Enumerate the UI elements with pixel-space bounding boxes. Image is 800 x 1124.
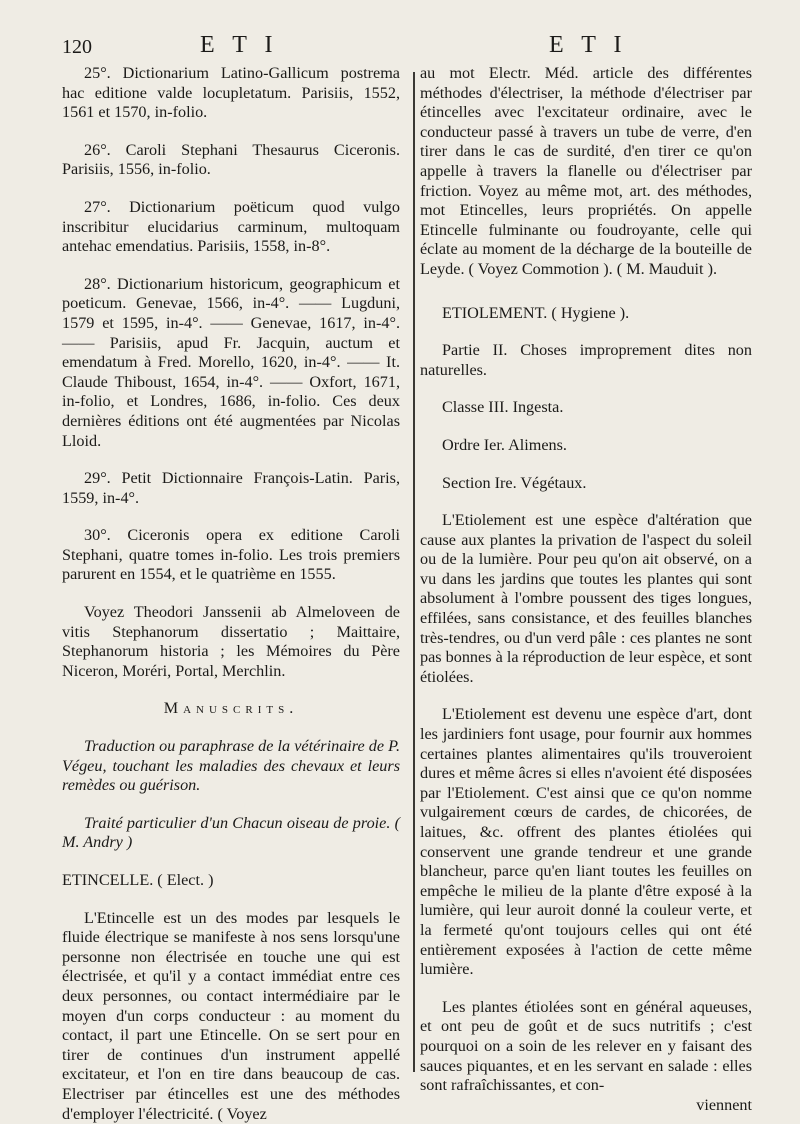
running-head-right: E T I	[549, 32, 628, 58]
etiolement-paragraph-2: L'Etiolement est devenu une espèce d'art, dont les jardiniers font usage, pour fournir aux hommes certaines plantes alimentaires qu'ils trouveroient dures et même âcres si elles n'avoient été disposées par l'Etiolement. C'est ainsi que ce qu'on nomme vulgairement cœurs de cardes, de chicorées, de laitues, &c. offrent des plantes étiolées qui conservent une grande tendreur et une grande blancheur, parce qu'en liant toutes les feuilles on empêche le milieu de la plante d'être exposé à la lumière, qui leur auroit donné la couleur verte, et la fermeté qu'ont toujours celles qui ont été entièrement exposées à l'action de cette même lumière.	[420, 705, 752, 979]
catchword: viennent	[696, 1095, 752, 1114]
entry-30: 30°. Ciceronis opera ex editione Caroli Stephani, quatre tomes in-folio. Les trois premiers parurent en 1554, et le quatrième en 1555.	[62, 526, 400, 584]
entry-26: 26°. Caroli Stephani Thesaurus Ciceronis. Parisiis, 1556, in-folio.	[62, 140, 400, 179]
etiolement-paragraph-1: L'Etiolement est une espèce d'altération que cause aux plantes la privation de l'aspect du soleil ou de la lumière. Pour peu qu'on ait observé, on a vu dans les jardins que toutes les plantes qui sont absolument à l'ombre poussent des tiges longues, effilées, sans consistance, et des feuilles blanches très-tendres, ou d'un verd pâle : ces plantes ne sont pas bonnes à la réproduction de leur espèce, et sont étiolées.	[420, 511, 752, 686]
etincelle-body: L'Etincelle est un des modes par lesquels le fluide électrique se manifeste à nos sens lorsqu'une personne non électrisée en touche une qui est électrisée, et qu'il y a contact immédiat entre ces deux personnes, ou contact intermédiaire par le moyen d'un corps conducteur : au moment du contact, il part une Etincelle. On se sert pour en tirer de continues d'un instrument appellé excitateur, et l'on en tire dans beaucoup de cas. Electriser par étincelles est une des méthodes d'employer l'électricité. ( Voyez	[62, 908, 400, 1123]
entry-27: 27°. Dictionarium poëticum quod vulgo inscribitur elucidarius carminum, multoquam antehac emendatius. Parisiis, 1558, in-8°.	[62, 197, 400, 256]
partie-line: Partie II. Choses improprement dites non naturelles.	[420, 341, 752, 379]
right-column	[420, 64, 752, 1115]
running-head-left: E T I	[200, 32, 279, 58]
classe-line: Classe III. Ingesta.	[442, 398, 564, 417]
manuscript-1: Traduction ou paraphrase de la vétérinaire de P. Végeu, touchant les maladies des chevaux et leurs remèdes ou guérison.	[62, 737, 400, 795]
etiolement-paragraph-3: Les plantes étiolées sont en général aqueuses, et ont peu de goût et de sucs nutritifs ; c'est pourquoi on a soin de les relever en y faisant des sauces piquantes, et en les servant en salade : elles sont rafraîchissantes, et con-	[420, 997, 752, 1095]
manuscript-2: Traité particulier d'un Chacun oiseau de proie. ( M. Andry )	[62, 813, 400, 852]
column-divider	[413, 72, 415, 1072]
ordre-line: Ordre Ier. Alimens.	[442, 435, 567, 454]
section-line: Section Ire. Végétaux.	[442, 473, 587, 492]
manuscrits-heading: Manuscrits.	[163, 699, 299, 718]
entry-29: 29°. Petit Dictionnaire François-Latin. Paris, 1559, in-4°.	[62, 469, 400, 507]
left-column	[62, 64, 400, 1124]
page-number: 120	[62, 36, 92, 58]
etiolement-heading: ETIOLEMENT. ( Hygiene ).	[442, 303, 630, 322]
voyez-references: Voyez Theodori Janssenii ab Almeloveen de vitis Stephanorum dissertatio ; Maittaire, Stephanorum historia ; les Mémoires du Père Niceron, Moréri, Portal, Merchlin.	[62, 603, 400, 680]
etincelle-continuation: au mot Electr. Méd. article des différentes méthodes d'électriser, la méthode d'électriser par étincelles avec l'excitateur ordinaire, avec le conducteur passé à travers un tube de verre, d'en tirer dans le cas de surdité, d'en tirer ce qu'on appelle à travers la flanelle ou d'électriser par friction. Voyez au même mot, art. des méthodes, mot Etincelles, leurs propriétés. On appelle Etincelle fulminante ou foudroyante, celle qui éclate au moment de la décharge de la bouteille de Leyde. ( Voyez Commotion ). ( M. Mauduit ).	[420, 64, 752, 278]
entry-25: 25°. Dictionarium Latino-Gallicum postrema hac editione valde locupletatum. Parisiis, 1552, 1561 et 1570, in-folio.	[62, 64, 400, 122]
etincelle-heading: ETINCELLE. ( Elect. )	[62, 871, 214, 889]
entry-28: 28°. Dictionarium historicum, geographicum et poeticum. Genevae, 1566, in-4°. —— Lugduni, 1579 et 1595, in-4°. —— Genevae, 1617, in-4°. —— Parisiis, apud Fr. Jacquin, auctum et emendatum à Fred. Morello, 1620, in-4°. —— It. Claude Thiboust, 1654, in-4°. —— Oxfort, 1671, in-folio, et Londres, 1686, in-folio. Ces deux dernières éditions ont été augmentées par Nicolas Lloid.	[62, 274, 400, 450]
